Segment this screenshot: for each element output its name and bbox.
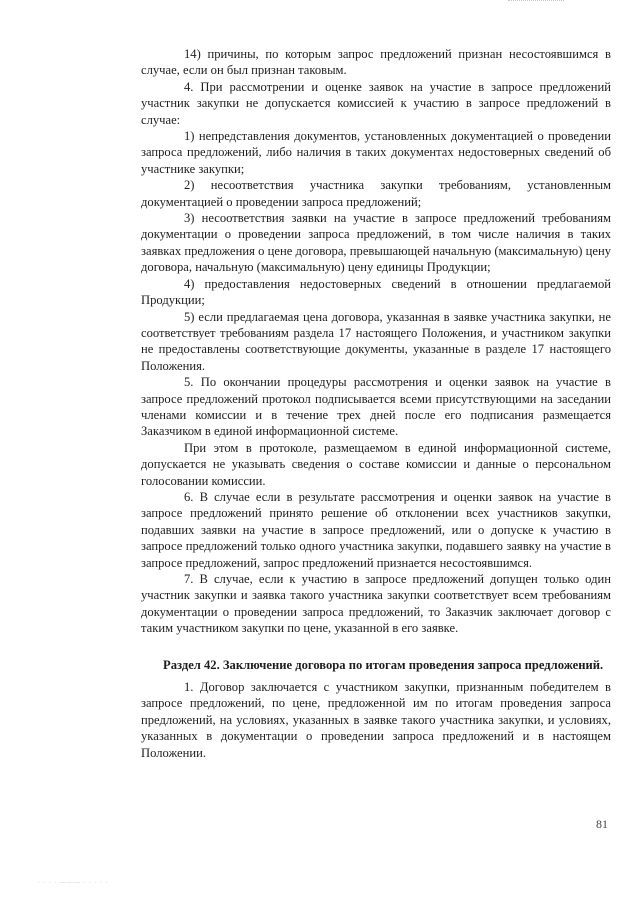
scan-artifact-bottom: · · · · ——— · · · · · xyxy=(38,880,109,886)
page-number: 81 xyxy=(596,817,608,831)
paragraph-4-item-5: 5) если предлагаемая цена договора, указанная в заявке участника закупки, не соответствует требованиям раздела 17 настоящего Положения, и участником закупки не предоставлены соответствующие документы, указанные в разделе 17 настоящего Положения. xyxy=(141,309,611,373)
paragraph-5: 5. По окончании процедуры рассмотрения и оценки заявок на участие в запросе предложений протокол подписывается всеми присутствующими на заседании членами комиссии и в течение трех дней после его подписания размещается Заказчиком в единой информационной системе. xyxy=(141,375,611,439)
paragraph-4-item-2: 2) несоответствия участника закупки требованиям, установленным документацией о проведении запроса предложений; xyxy=(141,178,611,209)
paragraph-7: 7. В случае, если к участию в запросе предложений допущен только один участник закупки и заявка такого участника закупки соответствует всем требованиям документации о проведении запроса предложений, то Заказчик заключает договор с таким участником закупки по цене, указанной в его заявке. xyxy=(141,572,611,636)
paragraph-4-item-4: 4) предоставления недостоверных сведений в отношении предлагаемой Продукции; xyxy=(141,276,611,308)
section-42-paragraph-1: 1. Договор заключается с участником закупки, признанным победителем в запросе предложений, по цене, предложенной им по итогам проведения запроса предложений, на условиях, указанных в заявке такого участника закупки, и условиях, указанных в документации о проведении запроса предложений и в настоящем Положении. xyxy=(141,680,611,760)
paragraph-6: 6. В случае если в результате рассмотрения и оценки заявок на участие в запросе предложений принято решение об отклонении всех участников закупки, подавших заявки на участие в запросе предложений, или о допуске к участию в запросе предложений только одного участника закупки, подавшего заявку на участие в запросе предложений, запрос предложений признается несостоявшимся. xyxy=(141,489,611,570)
paragraph-4-item-3: 3) несоответствия заявки на участие в запросе предложений требованиям документации о проведении запроса предложений, в том числе наличия в таких заявках предложения о цене договора, превышающей начальную (максимальную) цену договора, начальную (максимальную) цену единицы Продукции; xyxy=(141,211,611,275)
section-42-heading: Раздел 42. Заключение договора по итогам проведения запроса предложений. xyxy=(163,657,604,672)
paragraph-4-item-1: 1) непредставления документов, установленных документацией о проведении запроса предложений, либо наличия в таких документах недостоверных сведений об участнике закупки; xyxy=(141,129,611,176)
paragraph-5-note: При этом в протоколе, размещаемом в единой информационной системе, допускается не указывать сведения о составе комиссии и данные о персональном голосовании комиссии. xyxy=(141,440,611,488)
document-page xyxy=(141,46,611,761)
paragraph-14-reasons: 14) причины, по которым запрос предложений признан несостоявшимся в случае, если он был признан таковым. xyxy=(141,47,611,78)
paragraph-4-intro: 4. При рассмотрении и оценке заявок на участие в запросе предложений участник закупки не допускается комиссией к участию в запросе предложений в случае: xyxy=(141,79,611,127)
scan-artifact-top xyxy=(508,0,564,3)
